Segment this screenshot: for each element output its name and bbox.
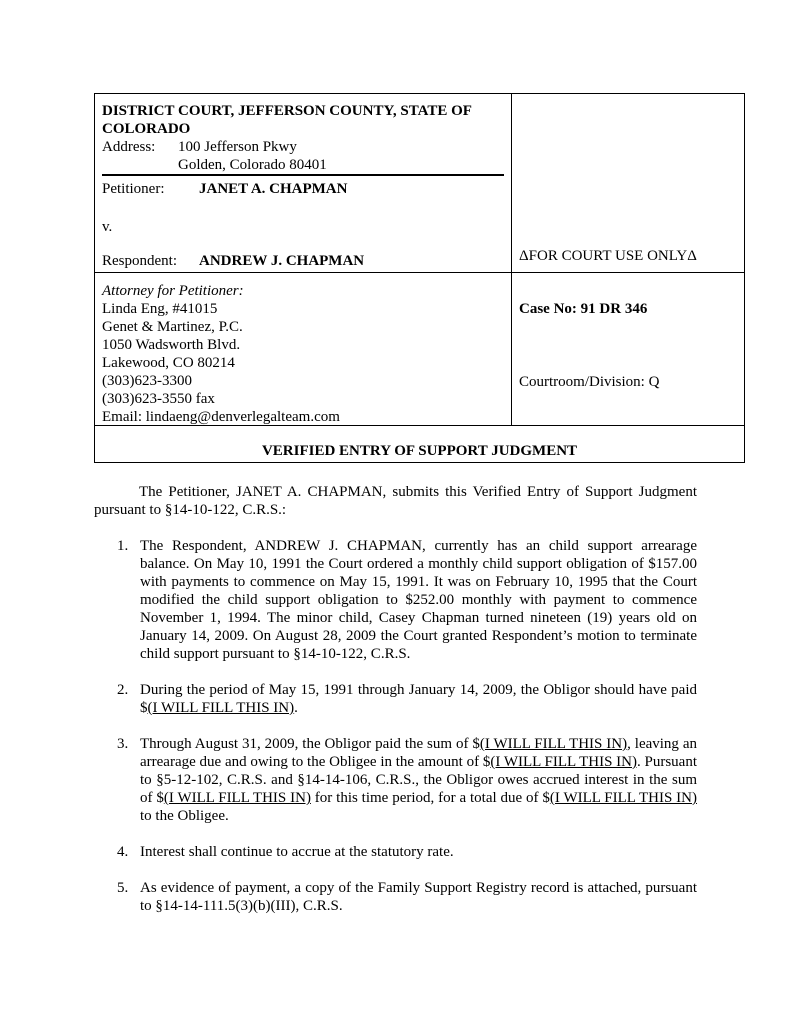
document-title: VERIFIED ENTRY OF SUPPORT JUDGMENT [261, 443, 578, 459]
respondent-name: ANDREW J. CHAPMAN [199, 253, 365, 269]
attorney-street: 1050 Wadsworth Blvd. [102, 337, 241, 353]
attorney-city: Lakewood, CO 80214 [102, 355, 235, 371]
attorney-name: Linda Eng, #41015 [102, 301, 218, 317]
court-info [102, 102, 506, 174]
address-label: Address: [102, 139, 156, 155]
fill-in-blank: (I WILL FILL THIS IN) [147, 700, 295, 716]
caption-rule [102, 174, 504, 176]
court-use-only: ΔFOR COURT USE ONLYΔ [519, 248, 697, 264]
petitioner-row [102, 180, 347, 198]
item-number: 2. [117, 682, 129, 698]
item-text: The Respondent, ANDREW J. CHAPMAN, currently has an child support arrearage balance. On May 10, 1991 the Court ordered a monthly child support obligation of $157.00 with payments to commence on May 15, 1991. It was on February 10, 1995 that the Court modified the child support obligation to $252.00 monthly with payment to commence November 1, 1994. The minor child, Casey Chapman turned nineteen (19) years old on January 14, 2009. On August 28, 2009 the Court granted Respondent’s motion to terminate child support pursuant to §14-10-122, C.R.S. [140, 538, 697, 662]
case-caption-box [94, 93, 745, 463]
item-text: . [294, 700, 298, 716]
item-text: During the period of May 15, 1991 through January 14, 2009, the Obligor should have paid $ [140, 682, 697, 716]
respondent-label: Respondent: [102, 253, 177, 269]
attorney-phone: (303)623-3300 [102, 373, 192, 389]
case-number: Case No: 91 DR 346 [519, 301, 648, 317]
fill-in-blank: (I WILL FILL THIS IN) [163, 790, 311, 806]
item-number: 4. [117, 844, 129, 860]
petitioner-name: JANET A. CHAPMAN [199, 181, 348, 197]
caption-divider-1 [95, 272, 744, 273]
list-item [94, 537, 697, 663]
list-item [94, 879, 697, 915]
court-name: DISTRICT COURT, JEFFERSON COUNTY, STATE OF COLORADO [102, 103, 472, 137]
fill-in-blank: (I WILL FILL THIS IN) [549, 790, 697, 806]
caption-divider-vertical [511, 94, 512, 426]
item-text: for this time period, for a total due of $ [310, 790, 550, 806]
attorney-heading: Attorney for Petitioner: [102, 283, 244, 299]
item-text: As evidence of payment, a copy of the Family Support Registry record is attached, pursuant to §14-14-111.5(3)(b)(III), C.R.S. [140, 880, 697, 914]
list-item [94, 735, 697, 825]
address-line-2: Golden, Colorado 80401 [178, 157, 327, 173]
numbered-list [94, 537, 697, 915]
item-text: to the Obligee. [140, 808, 229, 824]
item-text: , leaving an arrearage due and owing to the Obligee in the amount of $ [140, 736, 697, 770]
courtroom-division: Courtroom/Division: Q [519, 374, 660, 390]
address-line-1: 100 Jefferson Pkwy [178, 139, 297, 155]
fill-in-blank: (I WILL FILL THIS IN) [490, 754, 637, 770]
court-address [102, 138, 506, 174]
item-number: 3. [117, 736, 129, 752]
attorney-fax: (303)623-3550 fax [102, 391, 215, 407]
attorney-info [102, 282, 506, 426]
petitioner-label: Petitioner: [102, 181, 165, 197]
item-text: Interest shall continue to accrue at the statutory rate. [140, 844, 454, 860]
item-number: 5. [117, 880, 129, 896]
item-text: . Pursuant to §5-12-102, C.R.S. and §14-14-106, C.R.S., the Obligor owes accrued interest in the sum of $ [140, 754, 698, 806]
versus: v. [102, 219, 113, 235]
address-lines [178, 138, 327, 174]
item-text: Through August 31, 2009, the Obligor paid the sum of $ [140, 736, 480, 752]
item-number: 1. [117, 538, 129, 554]
respondent-row [102, 252, 364, 270]
attorney-firm: Genet & Martinez, P.C. [102, 319, 243, 335]
list-item [94, 681, 697, 717]
fill-in-blank: (I WILL FILL THIS IN) [479, 736, 628, 752]
attorney-email: Email: lindaeng@denverlegalteam.com [102, 409, 340, 425]
list-item [94, 843, 697, 861]
document-body [94, 483, 697, 933]
intro-paragraph: The Petitioner, JANET A. CHAPMAN, submits this Verified Entry of Support Judgment pursuant to §14-10-122, C.R.S.: [94, 484, 697, 518]
